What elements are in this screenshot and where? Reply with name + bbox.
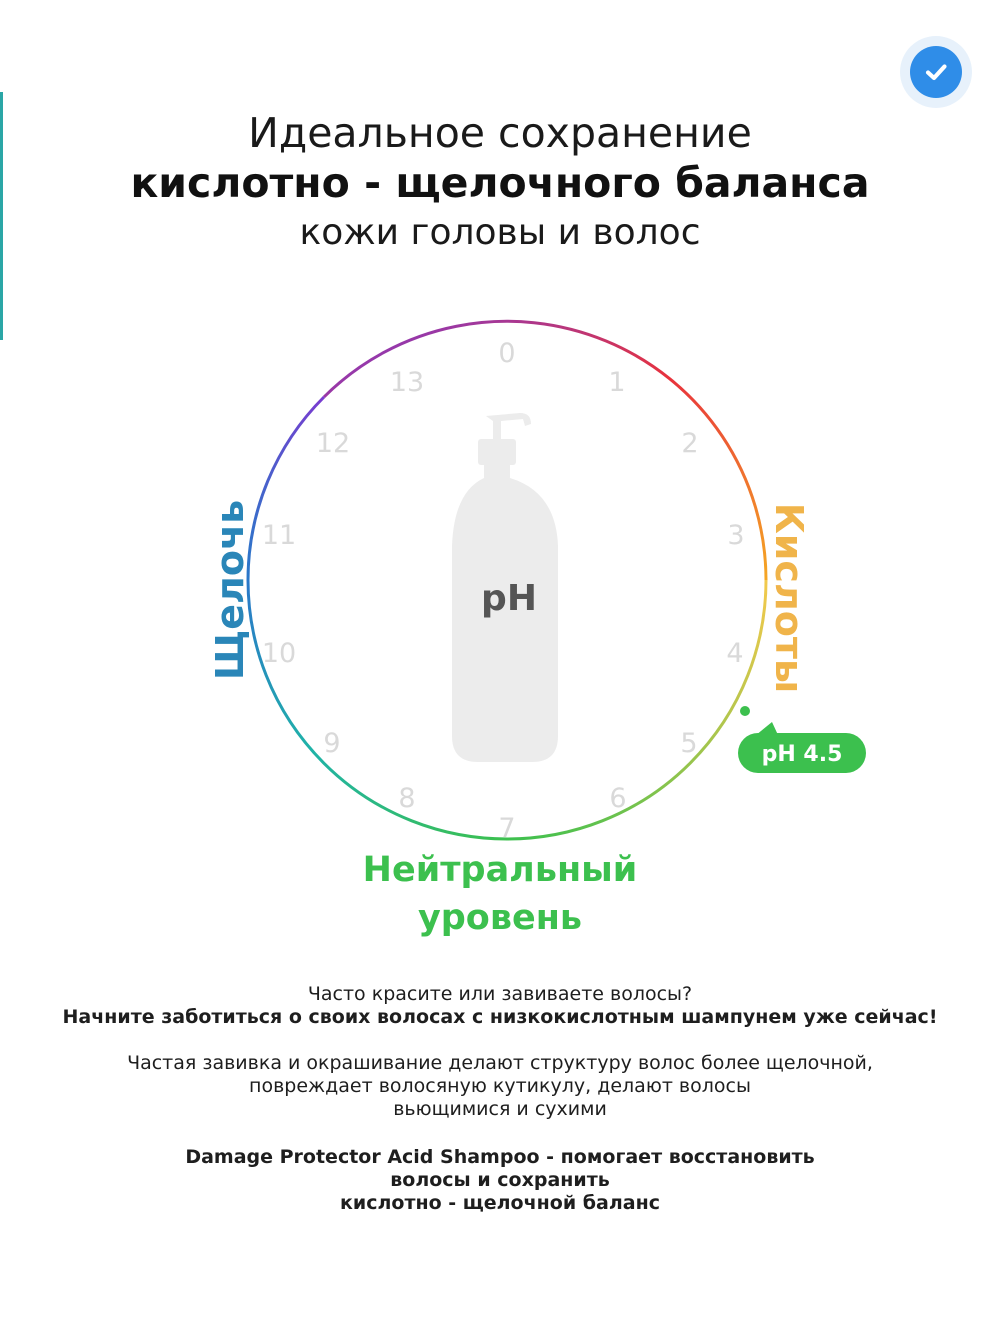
ph-number: 3 (727, 520, 745, 551)
copy-block-product (0, 1146, 1000, 1215)
ph-number: 6 (609, 783, 627, 814)
headline-line-2: кислотно - щелочного баланса (130, 159, 870, 207)
ph-number: 10 (261, 638, 297, 669)
check-icon (910, 46, 962, 98)
neutral-line-1: Нейтральный (362, 850, 638, 890)
headline (0, 108, 1000, 258)
ph-number: 9 (323, 728, 341, 759)
ph-marker-dot (739, 705, 751, 717)
neutral-line-2: уровень (417, 898, 583, 938)
bottle-ph-label: pH (481, 578, 537, 619)
copy-line: вьющимися и сухими (393, 1098, 607, 1120)
neutral-level-label (250, 846, 750, 942)
headline-line-3: кожи головы и волос (299, 212, 701, 253)
copy-line: волосы и сохранить (390, 1169, 610, 1191)
copy-line: Часто красите или завиваете волосы? (307, 983, 693, 1005)
headline-line-1: Идеальное сохранение (248, 109, 752, 157)
copy-line: Частая завивка и окрашивание делают структуру волос более щелочной, (127, 1052, 873, 1074)
copy-block-question (0, 983, 1000, 1029)
ph-number: 13 (389, 367, 425, 398)
verified-badge (900, 36, 972, 108)
ph-number: 5 (680, 728, 698, 759)
ph-marker-label: pH 4.5 (761, 742, 843, 767)
copy-line-bold: Начните заботиться о своих волосах с низкокислотным шампунем уже сейчас! (62, 1006, 938, 1028)
copy-line: Damage Protector Acid Shampoo - помогает восстановить (185, 1146, 815, 1168)
acids-label: Кислоты (767, 502, 811, 694)
alkali-label: Щелочь (208, 499, 252, 681)
ph-number: 1 (608, 367, 626, 398)
ph-number: 12 (315, 428, 351, 459)
copy-block-damage (0, 1052, 1000, 1121)
ph-number: 0 (498, 338, 516, 369)
ph-number: 4 (726, 638, 744, 669)
ph-number: 11 (261, 520, 297, 551)
copy-line: повреждает волосяную кутикулу, делают волосы (249, 1075, 751, 1097)
ph-number: 8 (398, 783, 416, 814)
copy-line: кислотно - щелочной баланс (340, 1192, 660, 1214)
ph-number: 2 (681, 428, 699, 459)
ph-number: 7 (498, 813, 516, 844)
ring-arc-purple (248, 397, 324, 580)
